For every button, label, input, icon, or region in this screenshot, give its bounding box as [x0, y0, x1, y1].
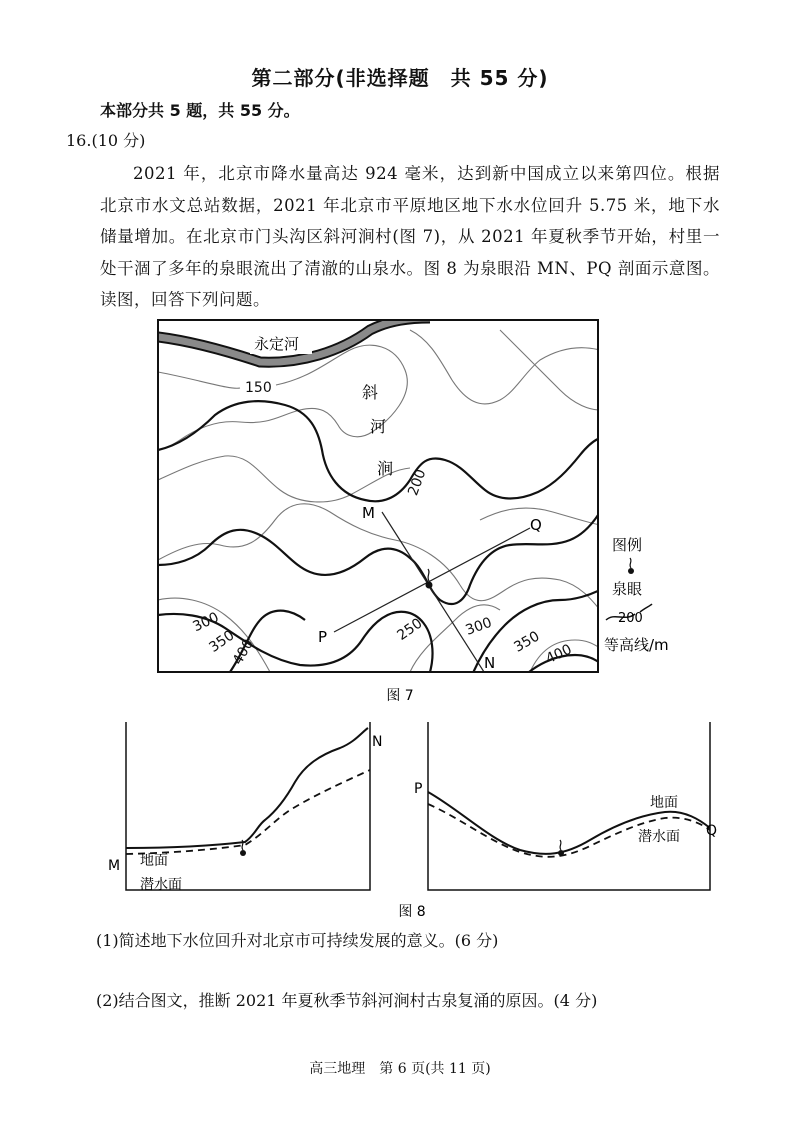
subquestion-2: (2)结合图文，推断 2021 年夏秋季节斜河涧村古泉复涌的原因。(4 分) [96, 991, 598, 1010]
contour-label-300-right: 300 [463, 614, 495, 639]
question-paragraph: 2021 年，北京市降水量高达 924 毫米，达到新中国成立以来第四位。根据北京市水文总站数据，2021 年北京市平原地区地下水水位回升 5.75 米，地下水储量增加。在北京市门头沟区斜河涧村(图 7)，从 2021 年夏秋季节开始，村里一处干涸了多年的泉眼流出了清澈的山泉水。图 8 为泉眼沿 MN、PQ 剖面示意图。读图，回答下列问题。 [100, 164, 720, 309]
spring-marker [426, 582, 433, 589]
contour-label-400-right: 400 [543, 641, 575, 668]
contour-label-250: 250 [394, 615, 426, 644]
legend-contour-label: 等高线/m [604, 636, 669, 654]
mn-ground-line [126, 728, 368, 848]
mn-spring-icon [240, 850, 246, 856]
figure-8-caption: 图 8 [398, 904, 426, 920]
pq-water-table-label: 潜水面 [638, 829, 680, 845]
village-char-1: 斜 [362, 383, 379, 402]
legend-contour-value: 200 [618, 611, 643, 626]
contour-label-300-left: 300 [190, 609, 222, 636]
point-n-label: N [484, 654, 496, 672]
pq-start-label: P [414, 781, 423, 797]
section-title: 第二部分(非选择题 共 55 分) [251, 66, 549, 90]
village-char-3: 涧 [377, 459, 394, 478]
pq-end-label: Q [706, 823, 718, 839]
mn-start-label: M [108, 858, 121, 874]
point-p-label: P [318, 628, 328, 646]
subquestion-1: (1)简述地下水位回升对北京市可持续发展的意义。(6 分) [96, 931, 499, 950]
river-label: 永定河 [254, 335, 300, 353]
page-footer: 高三地理 第 6 页(共 11 页) [309, 1061, 491, 1077]
contour-label-350-left: 350 [206, 627, 238, 656]
pq-ground-label: 地面 [650, 795, 678, 811]
pq-spring-icon [558, 850, 564, 856]
map-legend [604, 536, 669, 654]
contour-label-400-left: 400 [229, 636, 258, 668]
question-number: 16.(10 分) [66, 131, 146, 150]
contour-label-150: 150 [245, 380, 272, 396]
legend-title: 图例 [612, 536, 643, 554]
legend-spring-label: 泉眼 [612, 580, 643, 598]
point-q-label: Q [530, 516, 542, 534]
contour-label-350-right: 350 [511, 628, 543, 656]
mn-ground-label: 地面 [140, 853, 168, 869]
contour-label-200: 200 [405, 467, 430, 498]
section-line-pq [334, 528, 530, 632]
section-intro: 本部分共 5 题，共 55 分。 [100, 101, 300, 120]
figure-7-caption: 图 7 [386, 688, 414, 704]
village-char-2: 河 [370, 417, 387, 436]
mn-water-table-label: 潜水面 [140, 877, 182, 893]
mn-end-label: N [372, 734, 383, 750]
profile-figure [0, 720, 800, 930]
point-m-label: M [362, 504, 375, 522]
mn-water-table-line [126, 770, 370, 854]
legend-spring-icon [628, 568, 634, 574]
